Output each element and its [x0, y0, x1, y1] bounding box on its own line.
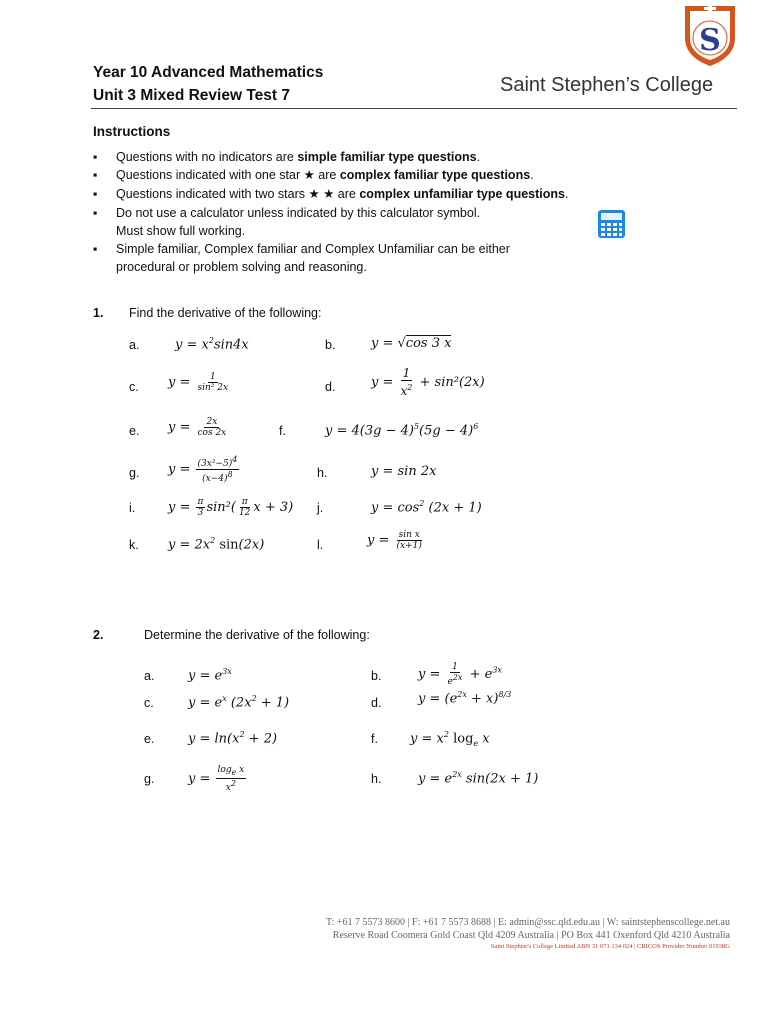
q1-label-b: b. — [325, 338, 336, 352]
q1-expression-i: y = $\frac{\pi}{3}$ sin²( $\frac{\pi}{12}$ x + 3) — [168, 497, 294, 518]
q1-label-j: j. — [317, 501, 324, 515]
footer-abn: Saint Stephen’s College Limited ABN 31 071 134 024 | CRICOS Provider Number 01938G — [490, 943, 730, 950]
instructions-heading: Instructions — [93, 124, 171, 139]
q2-expression-d: $y = (e^{2x} + x)^{8/3}$ — [418, 690, 512, 707]
q2-label-h: h. — [371, 772, 382, 786]
header-divider — [91, 108, 737, 109]
title-line-2: Unit 3 Mixed Review Test 7 — [93, 87, 290, 104]
q1-label-i: i. — [129, 501, 136, 515]
q2-expression-g: y = $\frac{\log_e x}{x^2}$ — [188, 765, 245, 793]
q1-label-h: h. — [317, 466, 328, 480]
q2-label-b: b. — [371, 669, 382, 683]
q2-label-c: c. — [144, 696, 154, 710]
title-line-1: Year 10 Advanced Mathematics — [93, 64, 324, 81]
instruction-4: Do not use a calculator unless indicated by this calculator symbol. Must show full working. — [116, 206, 481, 238]
q1-expression-b: y = √cos 3 x — [371, 336, 452, 351]
q1-label-g: g. — [129, 466, 140, 480]
bullet-marker: ▪ — [93, 187, 98, 201]
q1-expression-g: y = $\frac{(3x^2-5)^4}{(x-4)^8}$ — [168, 455, 238, 484]
bullet-marker: ▪ — [93, 168, 98, 182]
q2-expression-f: $y = x^2$ $\log_e x$ — [410, 730, 490, 748]
q2-expression-b: y = $\frac{1}{e^{2x}}$ + $e^{3x}$ — [418, 662, 502, 687]
q1-label-a: a. — [129, 338, 140, 352]
q1-expression-j: $y = \cos^2 (2x + 1)$ — [371, 499, 482, 516]
q2-expression-c: $y = e^x$ $(2x^2 + 1)$ — [188, 694, 290, 711]
q2-label-f: f. — [371, 732, 378, 746]
q1-label-d: d. — [325, 380, 336, 394]
q1-label-f: f. — [279, 424, 286, 438]
q2-expression-e: $y = \ln(x^2 + 2)$ — [188, 730, 278, 747]
q1-expression-h: y = sin 2x — [371, 464, 437, 479]
instruction-5: Simple familiar, Complex familiar and Complex Unfamiliar can be either procedural or problem solving and reasoning. — [116, 242, 510, 274]
q2-label-d: d. — [371, 696, 382, 710]
q1-label-k: k. — [129, 538, 139, 552]
question-2-number: 2. — [93, 628, 104, 642]
q1-expression-k: $y = 2x^2$ sin(2x) — [168, 536, 265, 553]
q1-expression-l: y = $\frac{\text{sin x}}{(x+1)}$ — [367, 530, 422, 551]
q1-label-l: l. — [317, 538, 324, 552]
bullet-marker: ▪ — [93, 242, 98, 256]
question-2-text: Determine the derivative of the following: — [144, 628, 370, 642]
bullet-marker: ▪ — [93, 206, 98, 220]
q2-label-a: a. — [144, 669, 155, 683]
q1-expression-f: $y = 4(3g - 4)^5(5g - 4)^6$ — [325, 422, 479, 439]
q1-label-c: c. — [129, 380, 139, 394]
question-1-number: 1. — [93, 306, 104, 320]
q1-expression-a: $y = x^2\sin 4x$ — [175, 336, 249, 353]
calculator-icon — [597, 209, 626, 239]
svg-text:S: S — [699, 23, 721, 58]
q1-expression-d: y = $\frac{1}{x^2}$ + sin²(2x) — [371, 366, 485, 398]
q2-expression-h: $y = e^{2x}$ sin(2x + 1) — [418, 770, 539, 787]
instruction-1: Questions with no indicators are simple familiar type questions. — [116, 150, 481, 164]
instruction-3: Questions indicated with two stars ★ ★ are complex unfamiliar type questions. — [116, 187, 569, 201]
q1-expression-c: y = $\frac{1}{\text{sin² 2x}}$ — [168, 372, 229, 393]
footer-contact: T: +61 7 5573 8600 | F: +61 7 5573 8688 | E: admin@ssc.qld.edu.au | W: saintstephenscollege.net.au — [326, 917, 730, 928]
school-crest-icon — [681, 2, 739, 68]
footer-address: Reserve Road Coomera Gold Coast Qld 4209 Australia | PO Box 441 Oxenford Qld 4210 Australia — [332, 930, 730, 941]
question-1-text: Find the derivative of the following: — [129, 306, 322, 320]
q1-label-e: e. — [129, 424, 140, 438]
q2-label-e: e. — [144, 732, 155, 746]
college-name: Saint Stephen’s College — [500, 74, 714, 96]
q1-expression-e: y = $\frac{2x}{\cos 2x}$ — [168, 417, 227, 438]
q2-label-g: g. — [144, 772, 155, 786]
q2-expression-a: $y = e^{3x}$ — [188, 667, 232, 684]
bullet-marker: ▪ — [93, 150, 98, 164]
instruction-2: Questions indicated with one star ★ are complex familiar type questions. — [116, 168, 534, 182]
